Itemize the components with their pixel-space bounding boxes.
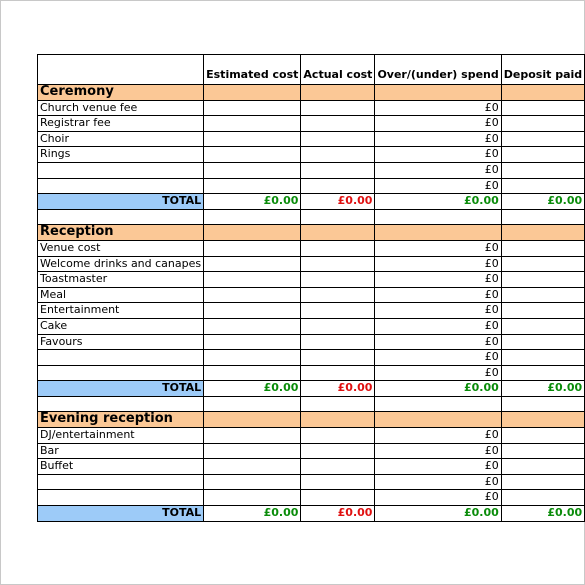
total-row bbox=[38, 506, 585, 522]
total-estimated: £0.00 bbox=[204, 194, 301, 210]
estimated-cost-cell[interactable] bbox=[204, 272, 301, 288]
over-under-cell[interactable]: £0 bbox=[375, 303, 501, 319]
section-header-cell[interactable] bbox=[301, 85, 375, 101]
total-row bbox=[38, 381, 585, 397]
actual-cost-cell[interactable] bbox=[301, 318, 375, 334]
actual-cost-cell[interactable] bbox=[301, 240, 375, 256]
actual-cost-cell[interactable] bbox=[301, 474, 375, 490]
spacer-row bbox=[38, 396, 585, 412]
deposit-paid-cell[interactable] bbox=[501, 100, 584, 116]
header-actual-cost: Actual cost bbox=[301, 55, 375, 85]
section-header-cell[interactable] bbox=[501, 225, 584, 241]
item-label-cell[interactable] bbox=[38, 474, 204, 490]
section-header-cell[interactable] bbox=[204, 412, 301, 428]
actual-cost-cell[interactable] bbox=[301, 100, 375, 116]
item-label-cell[interactable]: Entertainment bbox=[38, 303, 204, 319]
item-label-cell[interactable]: DJ/entertainment bbox=[38, 428, 204, 444]
item-label-cell[interactable]: Bar bbox=[38, 443, 204, 459]
item-row bbox=[38, 459, 585, 475]
deposit-paid-cell[interactable] bbox=[501, 178, 584, 194]
estimated-cost-cell[interactable] bbox=[204, 490, 301, 506]
deposit-paid-cell[interactable] bbox=[501, 287, 584, 303]
total-over-under: £0.00 bbox=[375, 381, 501, 397]
section-header-cell[interactable] bbox=[501, 85, 584, 101]
estimated-cost-cell[interactable] bbox=[204, 100, 301, 116]
section-header-row bbox=[38, 225, 585, 241]
item-label-cell[interactable]: Buffet bbox=[38, 459, 204, 475]
estimated-cost-cell[interactable] bbox=[204, 443, 301, 459]
estimated-cost-cell[interactable] bbox=[204, 287, 301, 303]
item-row bbox=[38, 334, 585, 350]
actual-cost-cell[interactable] bbox=[301, 303, 375, 319]
total-actual: £0.00 bbox=[301, 194, 375, 210]
over-under-cell[interactable]: £0 bbox=[375, 147, 501, 163]
estimated-cost-cell[interactable] bbox=[204, 178, 301, 194]
item-row bbox=[38, 256, 585, 272]
total-estimated: £0.00 bbox=[204, 381, 301, 397]
header-estimated-cost: Estimated cost bbox=[204, 55, 301, 85]
deposit-paid-cell[interactable] bbox=[501, 116, 584, 132]
over-under-cell[interactable]: £0 bbox=[375, 287, 501, 303]
total-label: TOTAL bbox=[38, 381, 204, 397]
item-row bbox=[38, 443, 585, 459]
over-under-cell[interactable]: £0 bbox=[375, 474, 501, 490]
section-header-cell[interactable] bbox=[375, 225, 501, 241]
actual-cost-cell[interactable] bbox=[301, 443, 375, 459]
total-actual: £0.00 bbox=[301, 381, 375, 397]
estimated-cost-cell[interactable] bbox=[204, 428, 301, 444]
item-row bbox=[38, 474, 585, 490]
total-estimated: £0.00 bbox=[204, 506, 301, 522]
estimated-cost-cell[interactable] bbox=[204, 240, 301, 256]
sheet-body bbox=[38, 55, 585, 522]
item-label-cell[interactable]: Registrar fee bbox=[38, 116, 204, 132]
over-under-cell[interactable]: £0 bbox=[375, 365, 501, 381]
estimated-cost-cell[interactable] bbox=[204, 459, 301, 475]
over-under-cell[interactable]: £0 bbox=[375, 350, 501, 366]
total-deposit: £0.00 bbox=[501, 381, 584, 397]
item-row bbox=[38, 428, 585, 444]
actual-cost-cell[interactable] bbox=[301, 256, 375, 272]
item-row bbox=[38, 318, 585, 334]
item-label-cell[interactable]: Venue cost bbox=[38, 240, 204, 256]
total-label: TOTAL bbox=[38, 506, 204, 522]
item-label-cell[interactable]: Welcome drinks and canapes bbox=[38, 256, 204, 272]
spacer-cell[interactable] bbox=[204, 396, 301, 412]
item-label-cell[interactable] bbox=[38, 162, 204, 178]
over-under-cell[interactable]: £0 bbox=[375, 116, 501, 132]
item-label-cell[interactable] bbox=[38, 490, 204, 506]
item-row bbox=[38, 178, 585, 194]
actual-cost-cell[interactable] bbox=[301, 459, 375, 475]
deposit-paid-cell[interactable] bbox=[501, 334, 584, 350]
estimated-cost-cell[interactable] bbox=[204, 162, 301, 178]
spacer-cell[interactable] bbox=[501, 396, 584, 412]
section-header-cell[interactable] bbox=[375, 85, 501, 101]
section-header-cell[interactable] bbox=[301, 225, 375, 241]
item-row bbox=[38, 287, 585, 303]
deposit-paid-cell[interactable] bbox=[501, 350, 584, 366]
estimated-cost-cell[interactable] bbox=[204, 303, 301, 319]
over-under-cell[interactable]: £0 bbox=[375, 443, 501, 459]
item-label-cell[interactable]: Favours bbox=[38, 334, 204, 350]
total-actual: £0.00 bbox=[301, 506, 375, 522]
total-deposit: £0.00 bbox=[501, 194, 584, 210]
item-label-cell[interactable]: Choir bbox=[38, 131, 204, 147]
deposit-paid-cell[interactable] bbox=[501, 240, 584, 256]
section-header-row bbox=[38, 412, 585, 428]
section-title: Evening reception bbox=[38, 412, 204, 428]
estimated-cost-cell[interactable] bbox=[204, 334, 301, 350]
section-title: Reception bbox=[38, 225, 204, 241]
actual-cost-cell[interactable] bbox=[301, 272, 375, 288]
over-under-cell[interactable]: £0 bbox=[375, 178, 501, 194]
over-under-cell[interactable]: £0 bbox=[375, 459, 501, 475]
item-label-cell[interactable] bbox=[38, 178, 204, 194]
actual-cost-cell[interactable] bbox=[301, 178, 375, 194]
actual-cost-cell[interactable] bbox=[301, 350, 375, 366]
section-header-row bbox=[38, 85, 585, 101]
budget-sheet bbox=[37, 54, 585, 522]
spacer-cell[interactable] bbox=[38, 209, 204, 225]
item-row bbox=[38, 240, 585, 256]
header-row bbox=[38, 55, 585, 85]
total-label: TOTAL bbox=[38, 194, 204, 210]
estimated-cost-cell[interactable] bbox=[204, 256, 301, 272]
section-title: Ceremony bbox=[38, 85, 204, 101]
spacer-cell[interactable] bbox=[375, 209, 501, 225]
item-row bbox=[38, 131, 585, 147]
spacer-cell[interactable] bbox=[301, 396, 375, 412]
deposit-paid-cell[interactable] bbox=[501, 474, 584, 490]
section-header-cell[interactable] bbox=[204, 225, 301, 241]
over-under-cell[interactable]: £0 bbox=[375, 240, 501, 256]
item-label-cell[interactable] bbox=[38, 350, 204, 366]
estimated-cost-cell[interactable] bbox=[204, 147, 301, 163]
over-under-cell[interactable]: £0 bbox=[375, 131, 501, 147]
over-under-cell[interactable]: £0 bbox=[375, 256, 501, 272]
spacer-row bbox=[38, 209, 585, 225]
item-label-cell[interactable]: Rings bbox=[38, 147, 204, 163]
header-over-under-spend: Over/(under) spend bbox=[375, 55, 501, 85]
item-row bbox=[38, 100, 585, 116]
actual-cost-cell[interactable] bbox=[301, 116, 375, 132]
actual-cost-cell[interactable] bbox=[301, 287, 375, 303]
deposit-paid-cell[interactable] bbox=[501, 147, 584, 163]
item-row bbox=[38, 350, 585, 366]
item-label-cell[interactable]: Toastmaster bbox=[38, 272, 204, 288]
spacer-cell[interactable] bbox=[501, 209, 584, 225]
section-header-cell[interactable] bbox=[204, 85, 301, 101]
deposit-paid-cell[interactable] bbox=[501, 318, 584, 334]
spacer-cell[interactable] bbox=[375, 396, 501, 412]
actual-cost-cell[interactable] bbox=[301, 162, 375, 178]
item-label-cell[interactable]: Cake bbox=[38, 318, 204, 334]
item-row bbox=[38, 116, 585, 132]
item-row bbox=[38, 272, 585, 288]
section-header-cell[interactable] bbox=[375, 412, 501, 428]
estimated-cost-cell[interactable] bbox=[204, 131, 301, 147]
actual-cost-cell[interactable] bbox=[301, 428, 375, 444]
over-under-cell[interactable]: £0 bbox=[375, 272, 501, 288]
spacer-cell[interactable] bbox=[204, 209, 301, 225]
spacer-cell[interactable] bbox=[38, 396, 204, 412]
deposit-paid-cell[interactable] bbox=[501, 131, 584, 147]
total-deposit: £0.00 bbox=[501, 506, 584, 522]
item-row bbox=[38, 490, 585, 506]
deposit-paid-cell[interactable] bbox=[501, 459, 584, 475]
actual-cost-cell[interactable] bbox=[301, 365, 375, 381]
item-row bbox=[38, 303, 585, 319]
estimated-cost-cell[interactable] bbox=[204, 116, 301, 132]
over-under-cell[interactable]: £0 bbox=[375, 490, 501, 506]
deposit-paid-cell[interactable] bbox=[501, 256, 584, 272]
deposit-paid-cell[interactable] bbox=[501, 365, 584, 381]
section-header-cell[interactable] bbox=[501, 412, 584, 428]
item-label-cell[interactable] bbox=[38, 365, 204, 381]
item-row bbox=[38, 365, 585, 381]
over-under-cell[interactable]: £0 bbox=[375, 100, 501, 116]
total-row bbox=[38, 194, 585, 210]
estimated-cost-cell[interactable] bbox=[204, 318, 301, 334]
deposit-paid-cell[interactable] bbox=[501, 428, 584, 444]
item-row bbox=[38, 147, 585, 163]
spacer-cell[interactable] bbox=[301, 209, 375, 225]
section-header-cell[interactable] bbox=[301, 412, 375, 428]
estimated-cost-cell[interactable] bbox=[204, 350, 301, 366]
item-label-cell[interactable]: Meal bbox=[38, 287, 204, 303]
total-over-under: £0.00 bbox=[375, 506, 501, 522]
deposit-paid-cell[interactable] bbox=[501, 272, 584, 288]
item-label-cell[interactable]: Church venue fee bbox=[38, 100, 204, 116]
actual-cost-cell[interactable] bbox=[301, 334, 375, 350]
deposit-paid-cell[interactable] bbox=[501, 443, 584, 459]
deposit-paid-cell[interactable] bbox=[501, 303, 584, 319]
header-deposit-paid: Deposit paid bbox=[501, 55, 584, 85]
over-under-cell[interactable]: £0 bbox=[375, 428, 501, 444]
header-cell-label bbox=[38, 55, 204, 85]
actual-cost-cell[interactable] bbox=[301, 490, 375, 506]
deposit-paid-cell[interactable] bbox=[501, 490, 584, 506]
deposit-paid-cell[interactable] bbox=[501, 162, 584, 178]
actual-cost-cell[interactable] bbox=[301, 131, 375, 147]
estimated-cost-cell[interactable] bbox=[204, 365, 301, 381]
total-over-under: £0.00 bbox=[375, 194, 501, 210]
item-row bbox=[38, 162, 585, 178]
estimated-cost-cell[interactable] bbox=[204, 474, 301, 490]
over-under-cell[interactable]: £0 bbox=[375, 318, 501, 334]
over-under-cell[interactable]: £0 bbox=[375, 162, 501, 178]
over-under-cell[interactable]: £0 bbox=[375, 334, 501, 350]
actual-cost-cell[interactable] bbox=[301, 147, 375, 163]
